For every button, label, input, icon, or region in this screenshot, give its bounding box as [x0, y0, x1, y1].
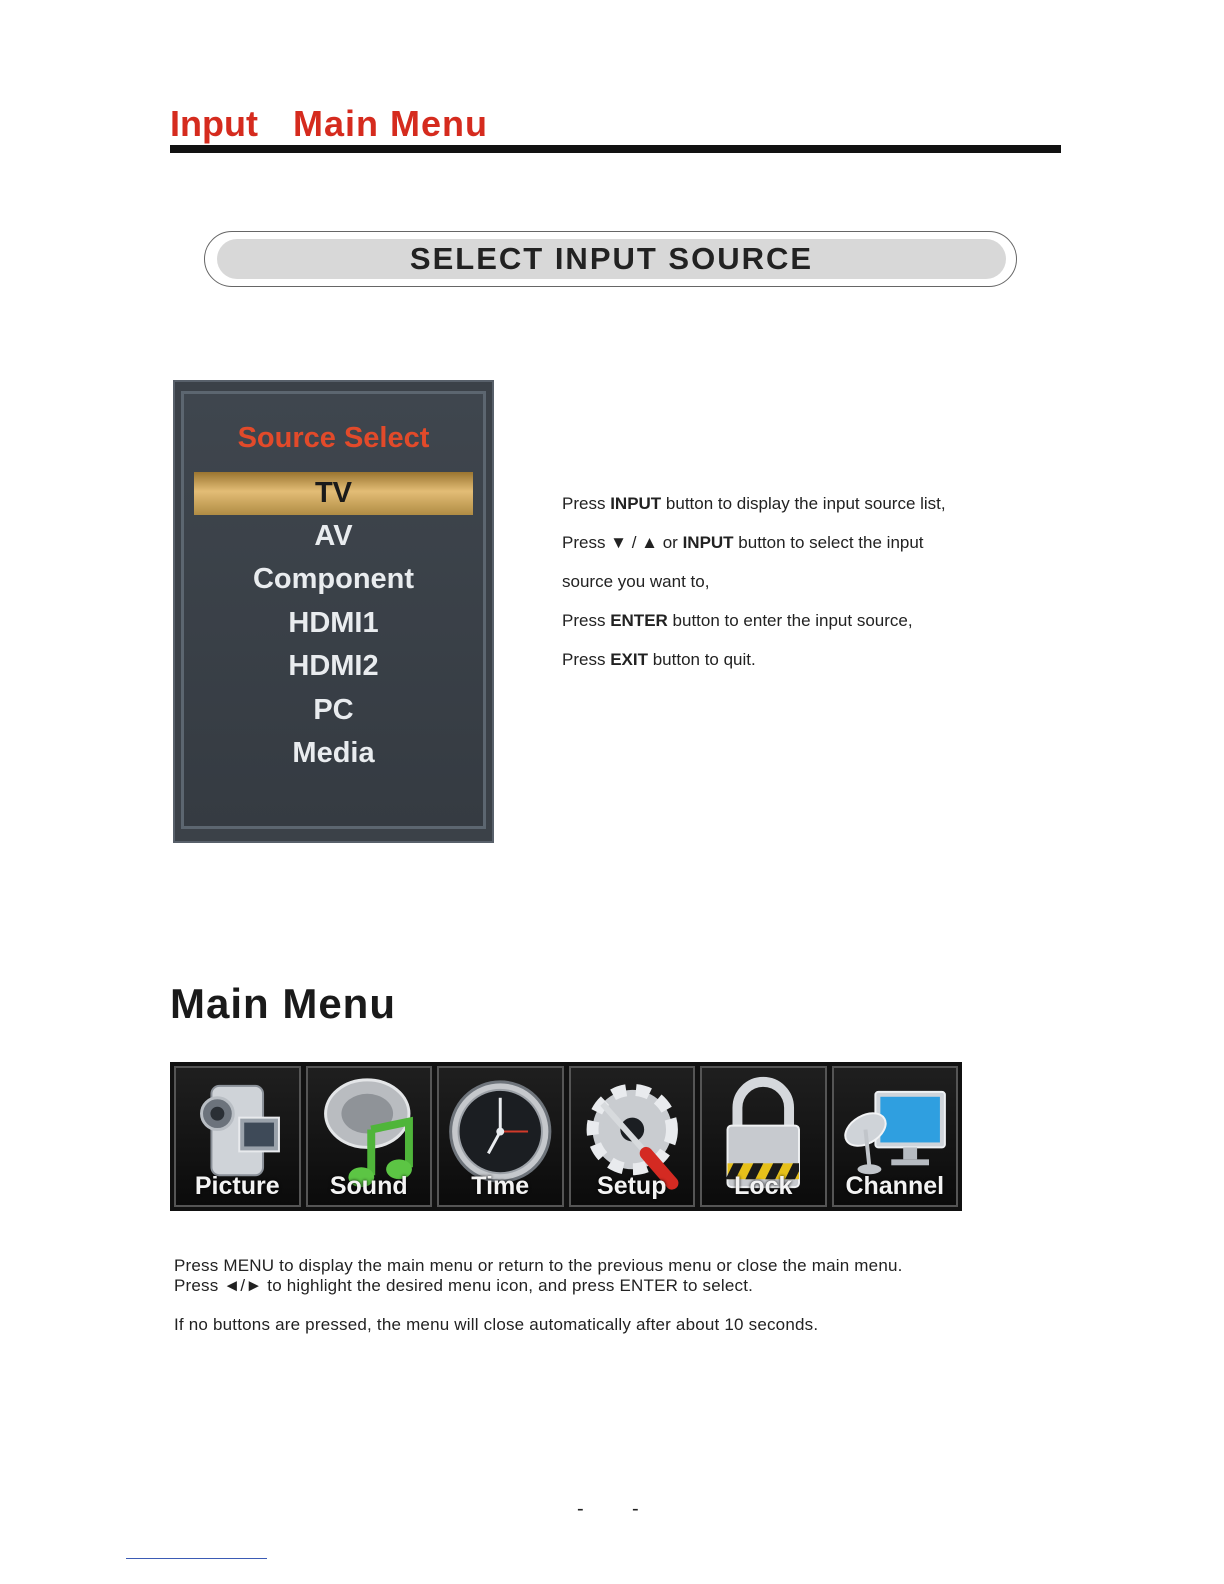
- source-item-component[interactable]: Component: [252, 563, 415, 596]
- header-rule: [170, 145, 1061, 153]
- section-header-main-menu: Main Menu: [293, 103, 488, 144]
- menu-tile-lock[interactable]: [700, 1066, 827, 1207]
- input-instructions: [562, 489, 946, 684]
- menu-note-line-3: If no buttons are pressed, the menu will close automatically after about 10 seconds.: [174, 1315, 819, 1334]
- tile-label: Picture: [194, 1172, 280, 1200]
- banner-text: SELECT INPUT SOURCE: [217, 239, 1006, 279]
- footer-line: [126, 1558, 267, 1559]
- source-item-hdmi1[interactable]: HDMI1: [288, 606, 379, 639]
- instruction-line: source you want to,: [562, 572, 710, 591]
- instruction-line: Press INPUT button to display the input source list,: [562, 494, 946, 513]
- source-item-pc[interactable]: PC: [313, 693, 354, 726]
- menu-tile-sound[interactable]: [306, 1066, 433, 1207]
- tile-label: Time: [471, 1172, 530, 1200]
- source-item-media[interactable]: Media: [292, 736, 375, 769]
- source-item-av[interactable]: AV: [314, 520, 353, 552]
- osd-title: Source Select: [237, 422, 430, 454]
- source-item-tv[interactable]: TV: [194, 472, 473, 515]
- tile-label: Setup: [597, 1172, 667, 1200]
- instruction-line: Press ▼ / ▲ or INPUT button to select the input: [562, 533, 924, 552]
- menu-tile-time[interactable]: [437, 1066, 564, 1207]
- menu-tile-picture[interactable]: [174, 1066, 301, 1207]
- menu-note-line-1: Press MENU to display the main menu or return to the previous menu or close the main menu.: [174, 1256, 903, 1275]
- page-mark-right: -: [632, 1498, 639, 1520]
- source-list: [194, 472, 473, 775]
- tile-label: Channel: [845, 1172, 945, 1200]
- main-menu-title: Main Menu: [170, 980, 396, 1027]
- instruction-line: Press EXIT button to quit.: [562, 650, 756, 669]
- main-menu-bar: [170, 1062, 962, 1211]
- menu-tile-channel[interactable]: [832, 1066, 959, 1207]
- menu-tile-setup[interactable]: [569, 1066, 696, 1207]
- select-input-source-banner: [204, 231, 1017, 287]
- instruction-line: Press ENTER button to enter the input source,: [562, 611, 913, 630]
- menu-note-line-2: Press ◄/► to highlight the desired menu icon, and press ENTER to select.: [174, 1276, 754, 1295]
- page-mark-left: -: [577, 1498, 584, 1520]
- source-select-osd: [173, 380, 494, 843]
- source-item-hdmi2[interactable]: HDMI2: [288, 650, 379, 683]
- osd-frame: [181, 391, 486, 829]
- tile-label: Lock: [734, 1172, 793, 1200]
- section-header-input: Input: [170, 103, 258, 144]
- tile-label: Sound: [329, 1172, 408, 1200]
